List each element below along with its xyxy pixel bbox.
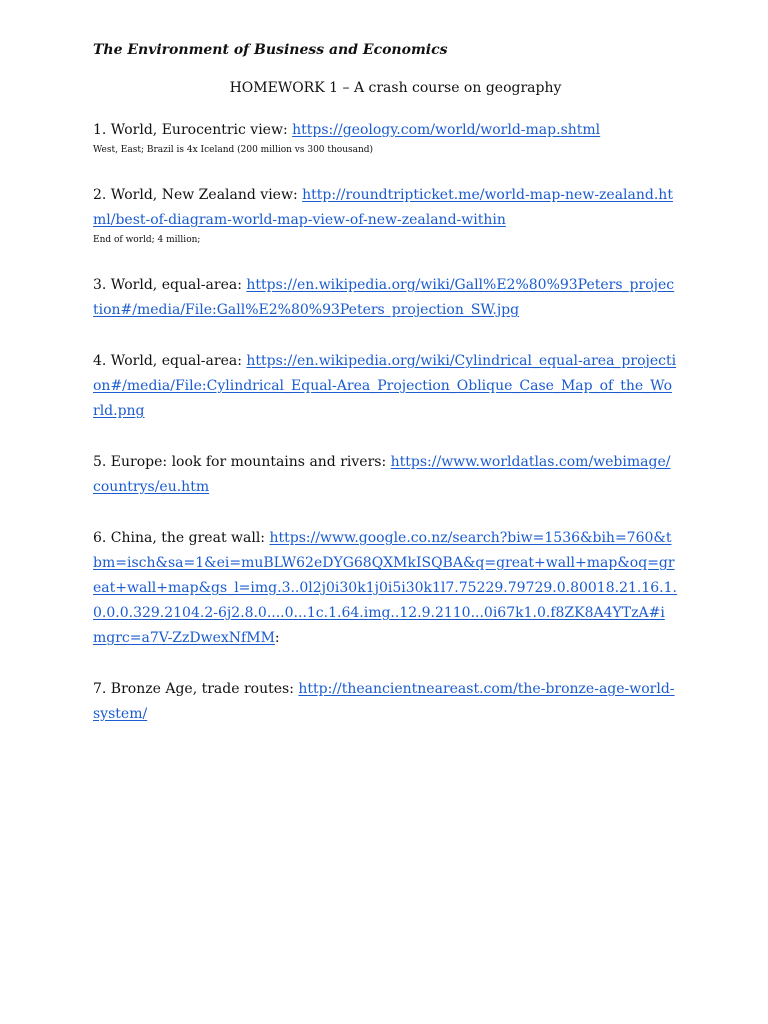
list-item-5	[93, 450, 678, 500]
list-item-4	[93, 349, 678, 424]
item-label: 1. World, Eurocentric view:	[93, 122, 293, 138]
item-label: 6. China, the great wall:	[93, 530, 270, 546]
item-label: 5. Europe: look for mountains and rivers:	[93, 454, 391, 470]
item-link[interactable]: https://www.worldatlas.com/webimage/countrys/eu.htm	[93, 454, 671, 495]
item-label: 3. World, equal-area:	[93, 277, 247, 293]
list-item-7	[93, 677, 678, 727]
homework-heading: HOMEWORK 1 – A crash course on geography	[229, 80, 562, 96]
item-suffix: :	[274, 630, 280, 646]
item-label: 2. World, New Zealand view:	[93, 187, 303, 203]
item-link[interactable]: https://geology.com/world/world-map.shtml	[292, 122, 601, 138]
list-item-3	[93, 273, 678, 323]
item-note: West, East; Brazil is 4x Iceland (200 million vs 300 thousand)	[93, 145, 374, 155]
list-item-2	[93, 183, 678, 247]
list-item-1	[93, 118, 678, 157]
document-title: The Environment of Business and Economics	[93, 42, 448, 58]
item-label: 7. Bronze Age, trade routes:	[93, 681, 299, 697]
item-label: 4. World, equal-area:	[93, 353, 247, 369]
list-item-6	[93, 526, 678, 651]
item-link[interactable]: http://roundtripticket.me/world-map-new-zealand.html/best-of-diagram-world-map-view-of-new-zealand-within	[93, 187, 673, 228]
item-link[interactable]: https://en.wikipedia.org/wiki/Cylindrical_equal-area_projection#/media/File:Cylindrical_Equal-Area_Projection_Oblique_Case_Map_of_the_World.png	[93, 353, 677, 419]
item-link[interactable]: https://en.wikipedia.org/wiki/Gall%E2%80%93Peters_projection#/media/File:Gall%E2%80%93Peters_projection_SW.jpg	[93, 277, 675, 318]
item-link[interactable]: http://theancientneareast.com/the-bronze-age-world-system/	[93, 681, 675, 722]
item-note: End of world; 4 million;	[93, 235, 201, 245]
item-link[interactable]: https://www.google.co.nz/search?biw=1536&bih=760&tbm=isch&sa=1&ei=muBLW62eDYG68QXMkISQBA&q=great+wall+map&oq=great+wall+map&gs_l=img.3..0l2j0i30k1j0i5i30k1l7.75229.79729.0.80018.21.16.1.0.0.0.329.2104.2-6j2.8.0....0...1c.1.64.img..12.9.2110...0i67k1.0.f8ZK8A4YTzA#imgrc=a7V-ZzDwexNfMM	[93, 530, 677, 646]
